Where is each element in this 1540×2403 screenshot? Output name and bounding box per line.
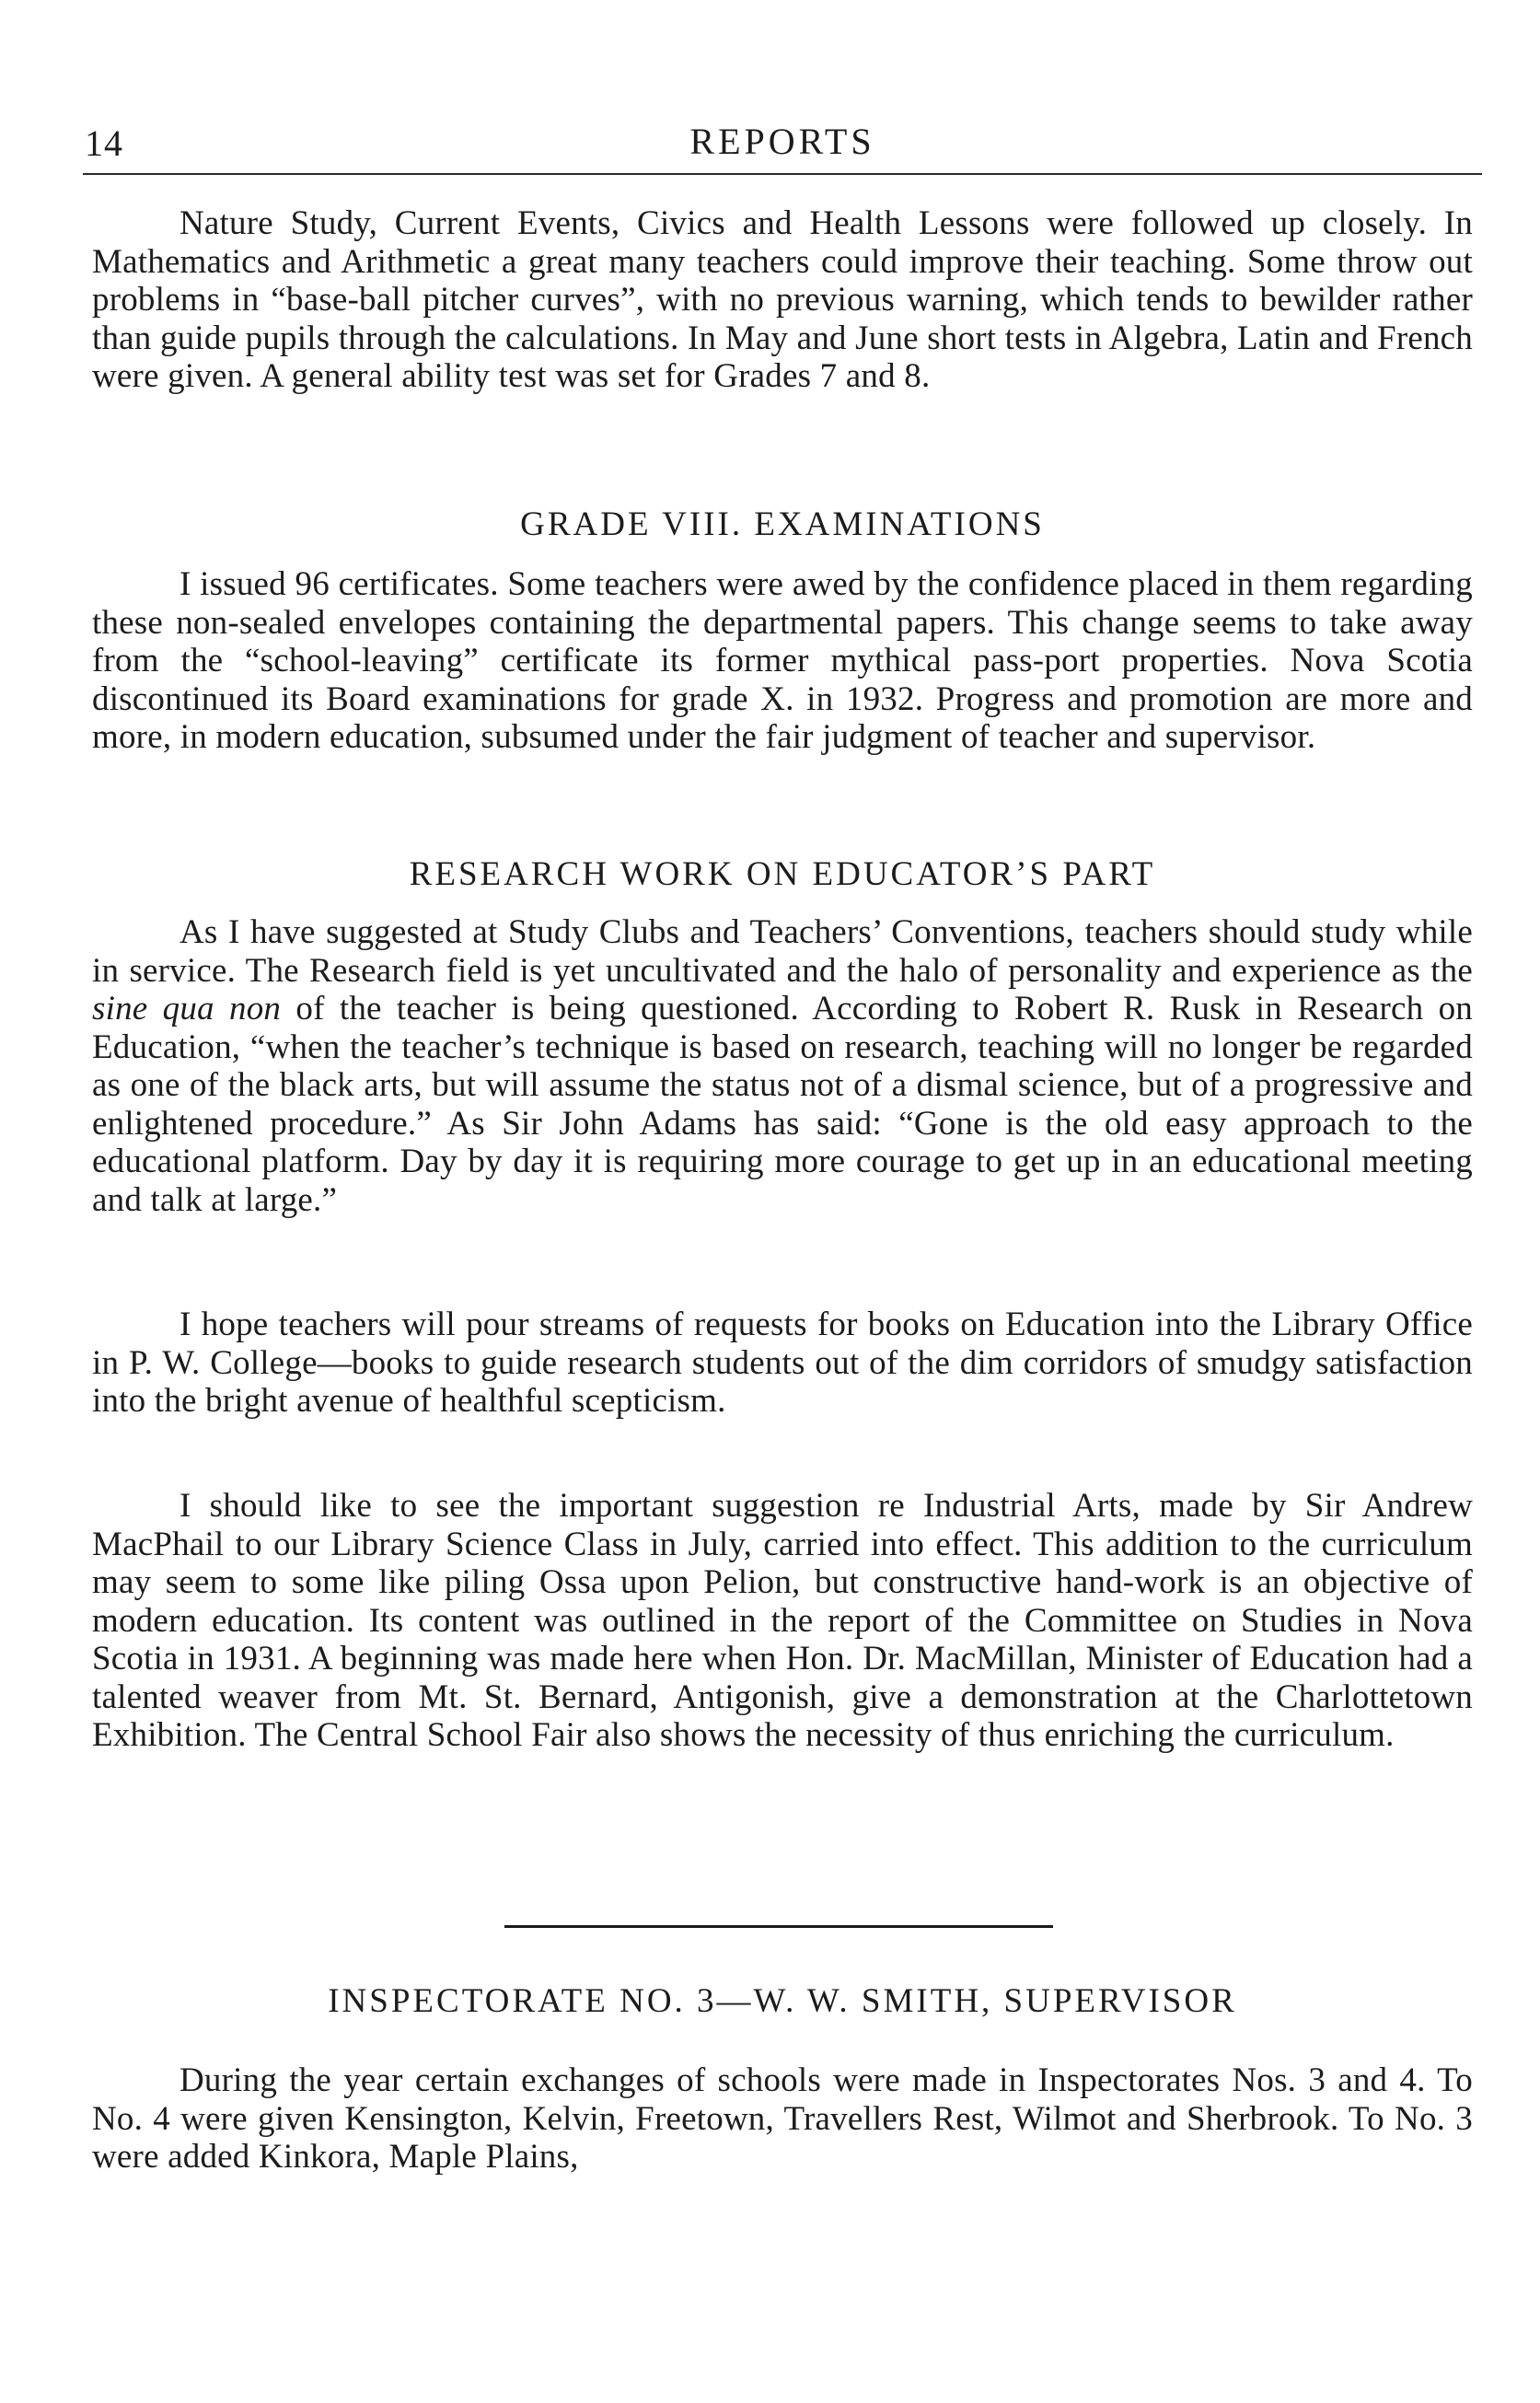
- header-rule: [83, 173, 1482, 175]
- paragraph-industrial-arts: I should like to see the important suggestion re Industrial Arts, made by Sir Andrew MacPhail to our Library Science Class in July, carried into effect. This addition to the curriculum may seem to some like piling Ossa upon Pelion, but constructive hand-work is an objective of modern education. Its content was outlined in the report of the Committee on Studies in Nova Scotia in 1931. A beginning was made here when Hon. Dr. MacMillan, Minister of Education had a talented weaver from Mt. St. Bernard, Antigonish, give a demonstration at the Charlottetown Exhibition. The Central School Fair also shows the necessity of thus enriching the curriculum.: [92, 1487, 1473, 1754]
- paragraph-nature-study: Nature Study, Current Events, Civics and Health Lessons were followed up closely. In Mathematics and Arithmetic a great many teachers could improve their teaching. Some throw out problems in “base-ball pitcher curves”, with no previous warning, which tends to bewilder rather than guide pupils through the calculations. In May and June short tests in Algebra, Latin and French were given. A general ability test was set for Grades 7 and 8.: [92, 204, 1473, 395]
- paragraph-block-2: [92, 565, 1473, 757]
- research-text-start: As I have suggested at Study Clubs and Teachers’ Conventions, teachers should study while in service. The Research field is yet uncultivated and the halo of personality and experience as the: [92, 913, 1473, 990]
- latin-phrase: sine qua non: [92, 990, 282, 1027]
- heading-grade-viii-examinations: GRADE VIII. EXAMINATIONS: [520, 505, 1045, 543]
- heading-inspectorate-no-3: INSPECTORATE NO. 3—W. W. SMITH, SUPERVISOR: [328, 1982, 1237, 2020]
- paragraph-school-exchanges: During the year certain exchanges of schools were made in Inspectorates Nos. 3 and 4. To No. 4 were given Kensington, Kelvin, Freetown, Travellers Rest, Wilmot and Sherbrook. To No. 3 were added Kinkora, Maple Plains,: [92, 2061, 1473, 2176]
- paragraph-block-5: [92, 1487, 1473, 1755]
- research-text-end: of the teacher is being questioned. According to Robert R. Rusk in Research on Education, “when the teacher’s technique is based on research, teaching will no longer be regarded as one of the black arts, but will assume the status not of a dismal science, but of a progressive and enlightened procedure.” As Sir John Adams has said: “Gone is the old easy approach to the educational platform. Day by day it is requiring more courage to get up in an educational meeting and talk at large.”: [92, 990, 1473, 1219]
- paragraph-block-6: [92, 2061, 1473, 2177]
- running-title: REPORTS: [689, 121, 875, 162]
- paragraph-certificates: I issued 96 certificates. Some teachers were awed by the confidence placed in them regarding these non-sealed envelopes containing the departmental papers. This change seems to take away from the “school-leaving” certificate its former mythical pass-port properties. Nova Scotia discontinued its Board examinations for grade X. in 1932. Progress and promotion are more and more, in modern education, subsumed under the fair judgment of teacher and supervisor.: [92, 565, 1473, 756]
- section-divider: [504, 1925, 1053, 1928]
- page-header: [83, 118, 1482, 177]
- paragraph-block-3: [92, 913, 1473, 1219]
- page-number: 14: [85, 122, 123, 164]
- paragraph-block-1: [92, 204, 1473, 396]
- paragraph-library-requests: I hope teachers will pour streams of requests for books on Education into the Library Office in P. W. College—books to guide research students out of the dim corridors of smudgy satisfaction into the bright avenue of healthful scepticism.: [92, 1306, 1473, 1420]
- heading-research-work: RESEARCH WORK ON EDUCATOR’S PART: [409, 855, 1156, 893]
- paragraph-block-4: [92, 1306, 1473, 1421]
- paragraph-research: [92, 913, 1473, 1219]
